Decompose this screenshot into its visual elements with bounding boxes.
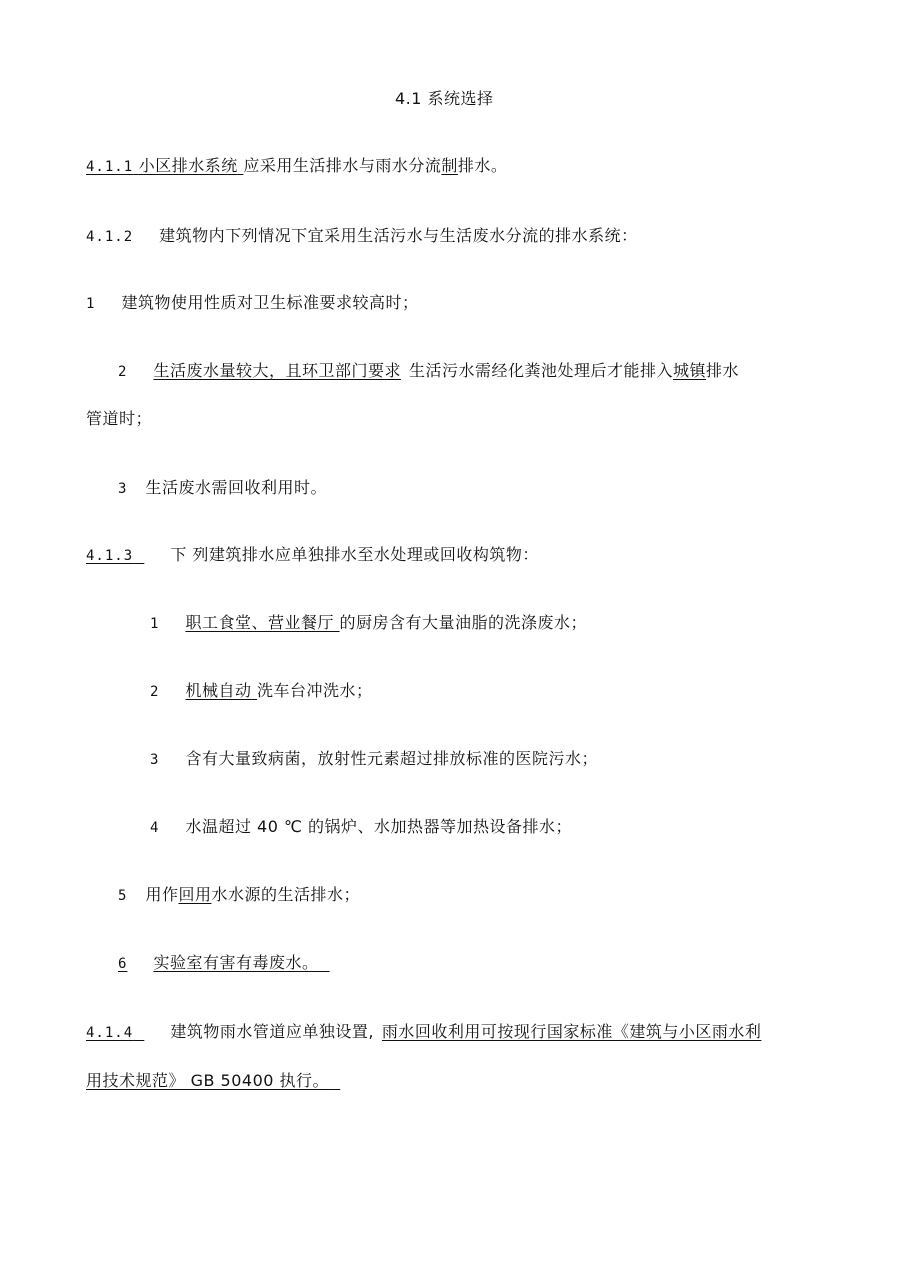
clause-continuation	[86, 1070, 340, 1092]
item-underlined-text: 回用	[178, 885, 212, 904]
item-number: 6	[118, 956, 128, 972]
item-underlined-label: 职工食堂、营业餐厅	[185, 613, 334, 632]
item-text-b: 水水源的生活排水；	[211, 885, 360, 904]
clause-text: 应采用生活排水与雨水分流	[243, 156, 442, 175]
clause-4-1-2	[86, 225, 638, 248]
clause-number-underlined	[86, 1022, 144, 1041]
clause-continuation-text: 用技术规范》 GB 50400 执行。	[86, 1071, 330, 1090]
clause-number-underlined	[86, 545, 144, 564]
clause-4-1-1	[86, 155, 507, 178]
clause-4-1-3	[86, 544, 539, 567]
list-item	[150, 748, 598, 771]
item-number: 1	[150, 616, 160, 632]
clause-number: 4.1.3	[86, 548, 134, 564]
list-item	[118, 360, 739, 383]
clause-text: 建筑物内下列情况下宜采用生活污水与生活废水分流的排水系统：	[159, 226, 638, 245]
list-item	[118, 952, 330, 975]
clause-underlined-continuation	[86, 1071, 340, 1090]
list-item	[150, 816, 572, 839]
item-text: 的厨房含有大量油脂的洗涤废水；	[339, 613, 588, 632]
item-underlined-row	[118, 953, 330, 972]
item-text: 生活废水需回收利用时。	[145, 478, 327, 497]
clause-underlined-text: 雨水回收利用可按现行国家标准《建筑与小区雨水利	[381, 1022, 762, 1041]
item-text: 建筑物使用性质对卫生标准要求较高时；	[121, 293, 419, 312]
item-text: 生活污水需经化粪池处理后才能排入	[408, 361, 673, 380]
item-underlined-text-b: 城镇	[672, 361, 706, 380]
item-number: 2	[150, 684, 160, 700]
section-title: 4.1 系统选择	[395, 89, 494, 108]
item-number: 5	[118, 888, 128, 904]
list-item	[118, 477, 327, 500]
clause-text: 建筑物雨水管道应单独设置,	[170, 1022, 374, 1041]
clause-number: 4.1.4	[86, 1025, 134, 1041]
item-underlined-text: 生活废水量较大，且环卫部门要求	[153, 361, 401, 380]
clause-4-1-1-lead	[86, 156, 243, 175]
item-text: 用作	[145, 885, 179, 904]
list-item	[150, 680, 373, 703]
item-underlined-text	[185, 613, 339, 632]
item-number: 4	[150, 820, 160, 836]
item-number: 1	[86, 296, 96, 312]
item-text: 实验室有害有毒废水。	[153, 953, 319, 972]
item-text-b: 排水	[705, 361, 739, 380]
item-number: 3	[150, 752, 160, 768]
item-underlined-label: 机械自动	[185, 681, 252, 700]
item-number: 3	[118, 481, 128, 497]
list-item	[118, 884, 360, 907]
item-text: 水温超过 40 ℃ 的锅炉、水加热器等加热设备排水；	[185, 817, 573, 836]
clause-number: 4.1.2	[86, 229, 134, 245]
list-item	[150, 612, 587, 635]
list-item	[86, 292, 418, 315]
list-item-continuation: 管道时；	[86, 409, 153, 428]
clause-underlined-text: 小区排水系统	[138, 156, 238, 175]
item-text: 含有大量致病菌，放射性元素超过排放标准的医院污水；	[185, 749, 598, 768]
clause-number: 4.1.1	[86, 159, 134, 175]
clause-4-1-4	[86, 1021, 761, 1044]
clause-text: 下 列建筑排水应单独排水至水处理或回收构筑物：	[170, 545, 539, 564]
item-number: 2	[118, 364, 128, 380]
item-underlined-text	[185, 681, 257, 700]
item-text: 洗车台冲洗水；	[257, 681, 373, 700]
clause-text-end: 排水。	[457, 156, 508, 175]
clause-underlined-char: 制	[441, 156, 458, 175]
